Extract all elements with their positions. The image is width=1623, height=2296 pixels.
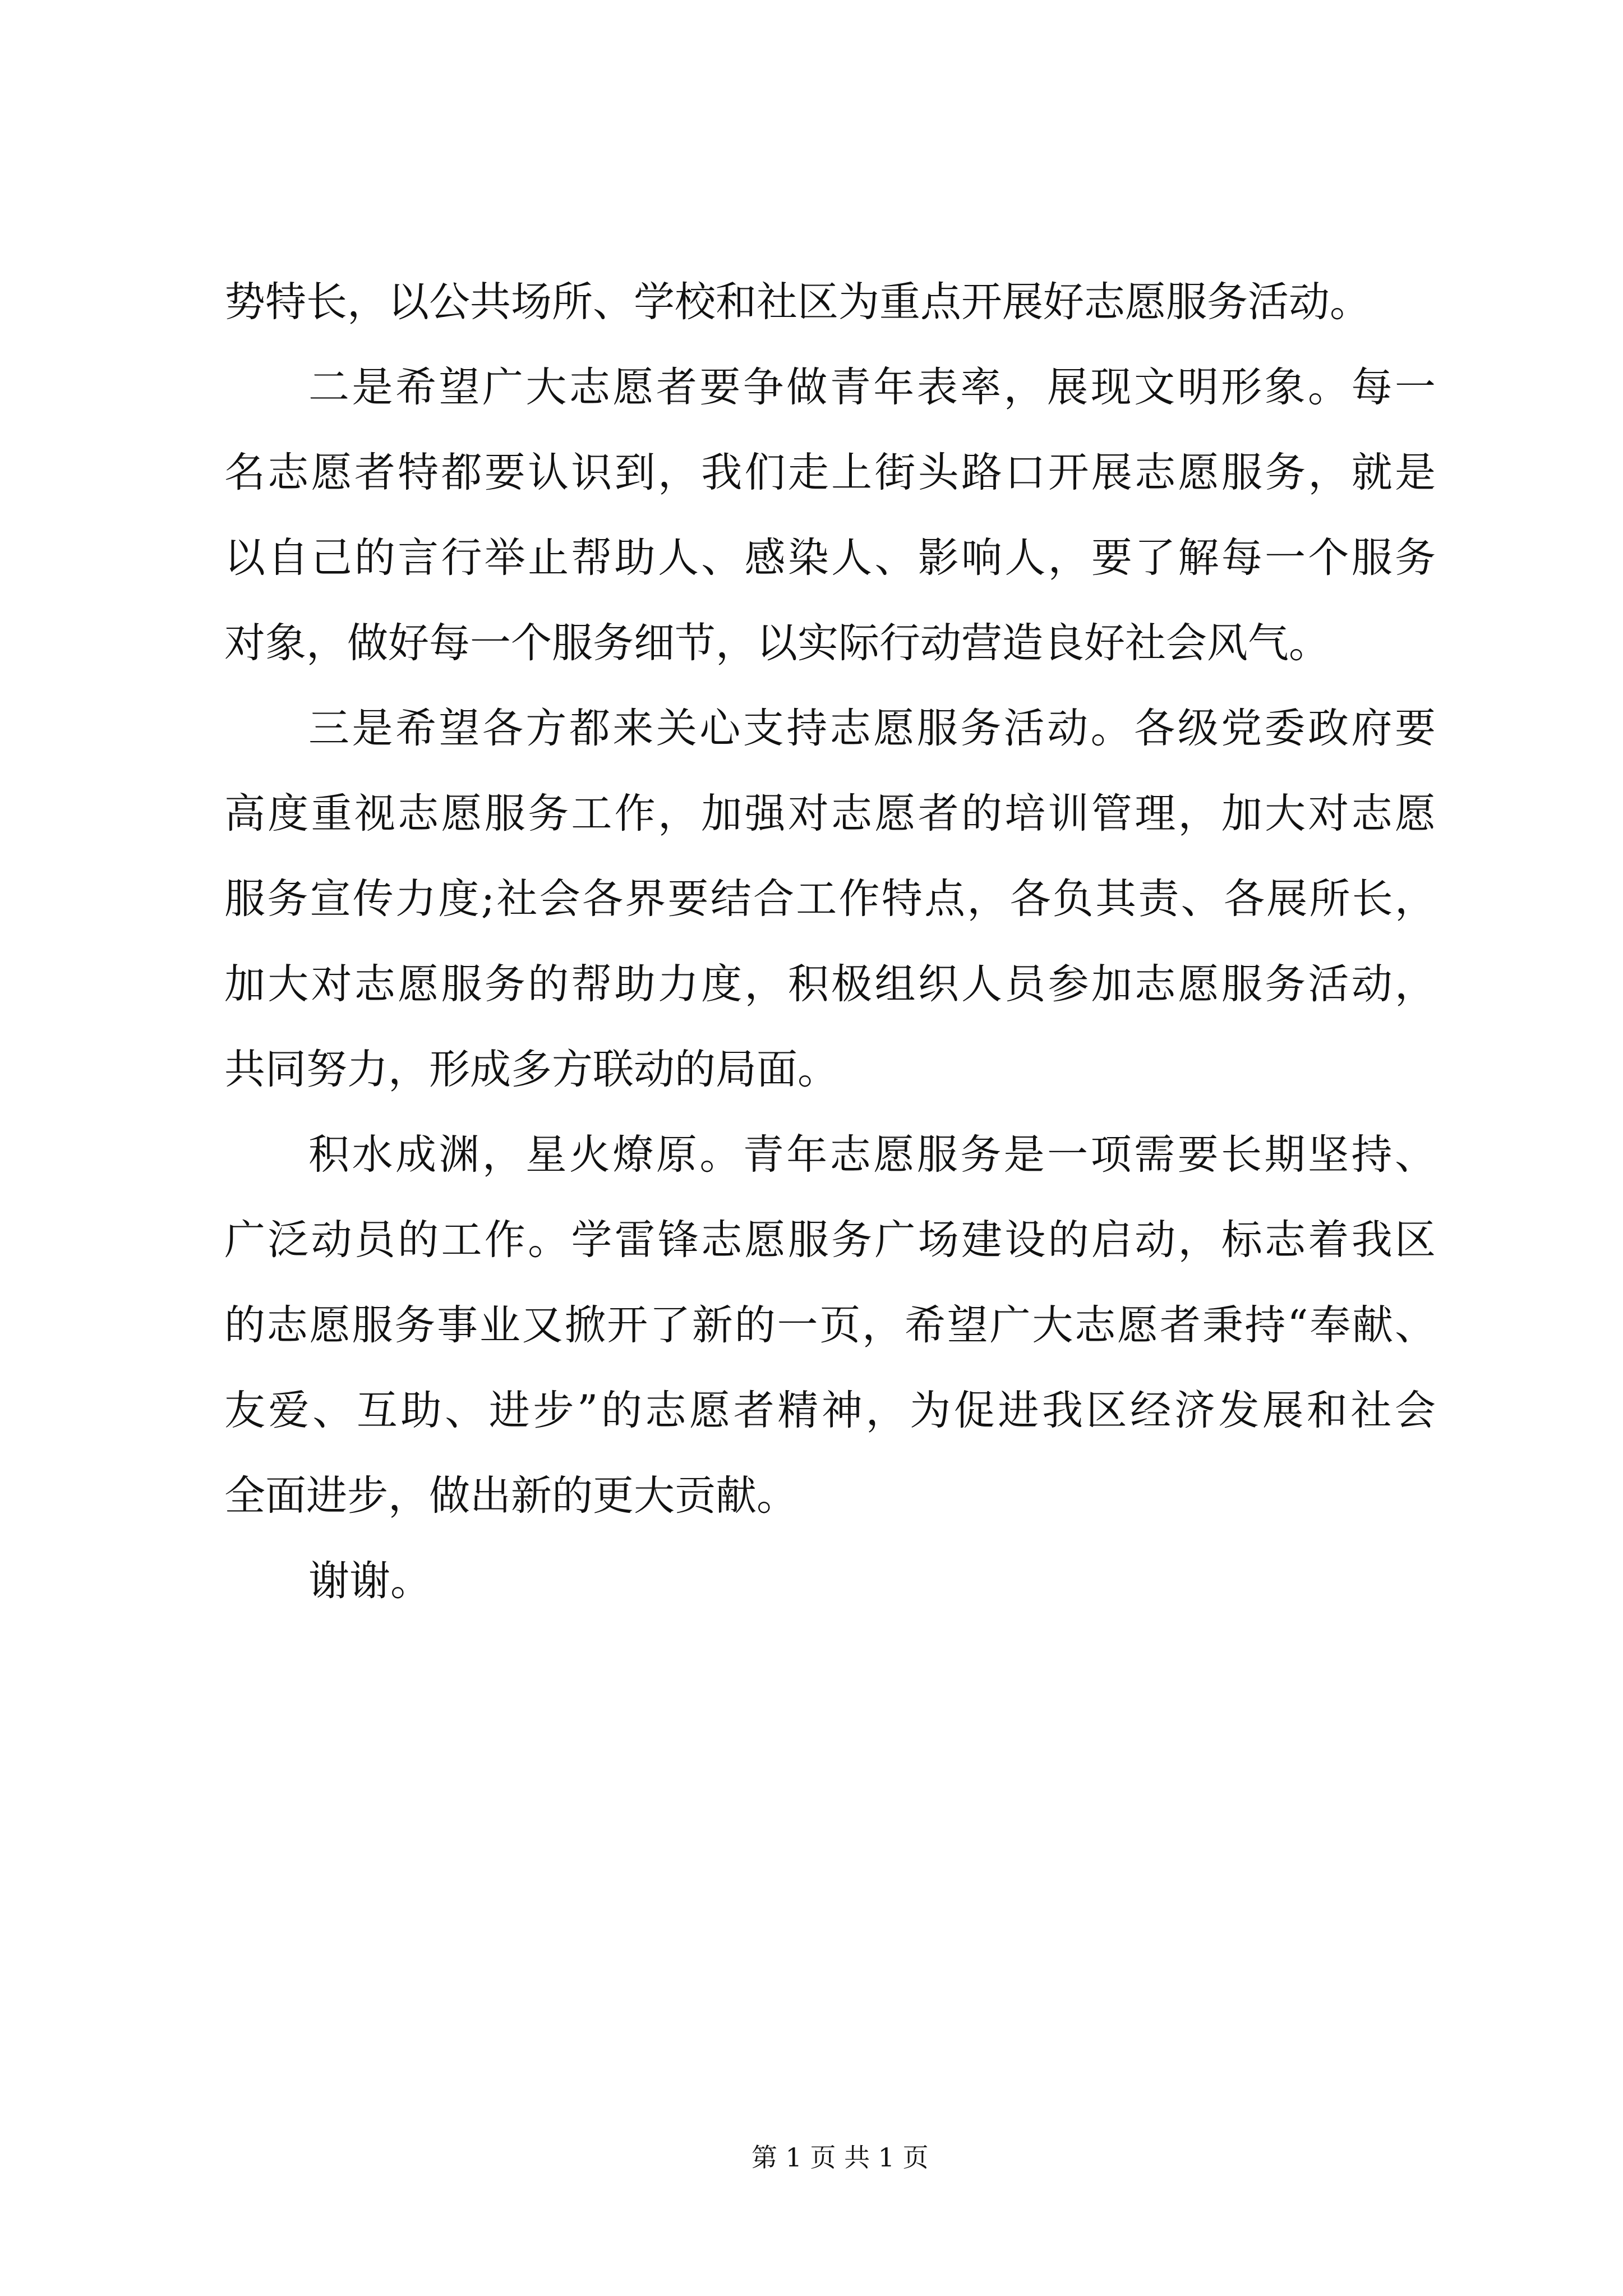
text-line: 全面进步，做出新的更大贡献。 — [224, 1472, 797, 1520]
text-line: 积水成渊，星火燎原。青年志愿服务是一项需要长期坚持、 — [308, 1131, 1436, 1179]
text-line: 共同努力，形成多方联动的局面。 — [224, 1046, 838, 1093]
text-line: 谢谢。 — [308, 1557, 431, 1605]
paragraph-continuation — [224, 260, 1436, 345]
text-line: 服务宣传力度;社会各界要结合工作特点，各负其责、各展所长， — [224, 875, 1436, 923]
text-line: 高度重视志愿服务工作，加强对志愿者的培训管理，加大对志愿 — [224, 790, 1436, 838]
text-line: 势特长，以公共场所、学校和社区为重点开展好志愿服务活动。 — [224, 278, 1371, 326]
paragraph-thanks — [224, 1539, 1436, 1624]
text-line: 三是希望各方都来关心支持志愿服务活动。各级党委政府要 — [308, 705, 1436, 752]
text-line: 加大对志愿服务的帮助力度，积极组织人员参加志愿服务活动， — [224, 960, 1436, 1008]
text-line: 的志愿服务事业又掀开了新的一页，希望广大志愿者秉持“奉献、 — [224, 1301, 1436, 1349]
document-body — [224, 260, 1436, 1624]
paragraph-volunteer-model — [224, 345, 1436, 686]
text-line: 对象，做好每一个服务细节，以实际行动营造良好社会风气。 — [224, 619, 1330, 667]
paragraph-conclusion — [224, 1112, 1436, 1539]
text-line: 以自己的言行举止帮助人、感染人、影响人，要了解每一个服务 — [224, 534, 1436, 582]
paragraph-support — [224, 686, 1436, 1112]
text-line: 二是希望广大志愿者要争做青年表率，展现文明形象。每一 — [308, 364, 1436, 411]
text-line: 友爱、互助、进步”的志愿者精神，为促进我区经济发展和社会 — [224, 1387, 1436, 1434]
text-line: 广泛动员的工作。学雷锋志愿服务广场建设的启动，标志着我区 — [224, 1216, 1436, 1264]
text-line: 名志愿者特都要认识到，我们走上街头路口开展志愿服务，就是 — [224, 449, 1436, 496]
page-footer: 第 1 页 共 1 页 — [751, 2142, 929, 2173]
